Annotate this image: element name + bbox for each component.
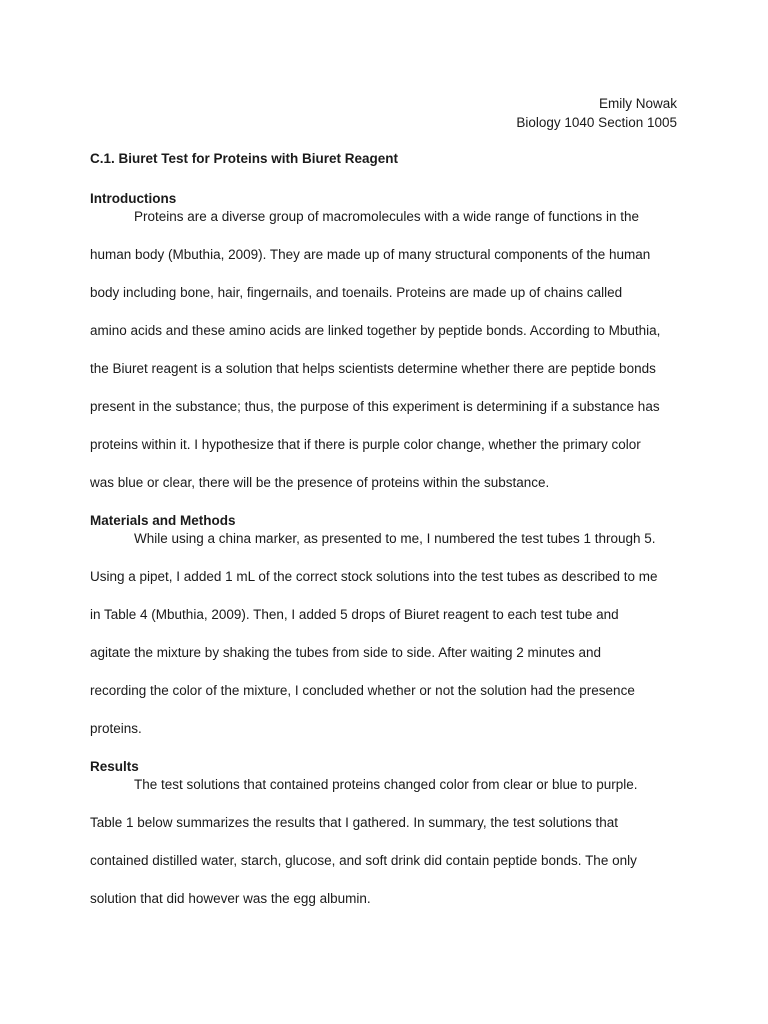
section-results <box>90 757 690 928</box>
section-body <box>90 766 690 918</box>
text-line: present in the substance; thus, the purpose of this experiment is determining if a substance has <box>90 399 660 414</box>
text-line: Table 1 below summarizes the results that I gathered. In summary, the test solutions that <box>90 815 619 830</box>
text-line: in Table 4 (Mbuthia, 2009). Then, I added 5 drops of Biuret reagent to each test tube and <box>90 607 619 622</box>
text-line: proteins within it. I hypothesize that if there is purple color change, whether the primary color <box>90 437 641 452</box>
section-body <box>90 198 690 502</box>
section-heading: Results <box>90 759 139 774</box>
section-heading: Materials and Methods <box>90 513 236 528</box>
section-materials-methods <box>90 511 690 758</box>
text-line: proteins. <box>90 721 142 736</box>
section-introductions <box>90 189 690 512</box>
text-line: recording the color of the mixture, I concluded whether or not the solution had the presence <box>90 683 635 698</box>
text-line: body including bone, hair, fingernails, and toenails. Proteins are made up of chains called <box>90 285 623 300</box>
text-line: agitate the mixture by shaking the tubes from side to side. After waiting 2 minutes and <box>90 645 602 660</box>
document-title: C.1. Biuret Test for Proteins with Biuret Reagent <box>90 151 399 166</box>
author-header <box>516 94 677 132</box>
text-line: human body (Mbuthia, 2009). They are made up of many structural components of the human <box>90 247 651 262</box>
text-line: the Biuret reagent is a solution that helps scientists determine whether there are peptide bonds <box>90 361 656 376</box>
text-line: solution that did however was the egg albumin. <box>90 891 371 906</box>
text-line: Using a pipet, I added 1 mL of the correct stock solutions into the test tubes as described to me <box>90 569 658 584</box>
author-name: Emily Nowak <box>598 96 677 111</box>
text-line: While using a china marker, as presented to me, I numbered the test tubes 1 through 5. <box>134 531 656 546</box>
course-info: Biology 1040 Section 1005 <box>516 115 677 130</box>
text-line: contained distilled water, starch, glucose, and soft drink did contain peptide bonds. The only <box>90 853 637 868</box>
section-body <box>90 520 690 748</box>
text-line: was blue or clear, there will be the presence of proteins within the substance. <box>90 475 550 490</box>
text-line: amino acids and these amino acids are linked together by peptide bonds. According to Mbuthia, <box>90 323 661 338</box>
section-heading: Introductions <box>90 191 177 206</box>
text-line: The test solutions that contained proteins changed color from clear or blue to purple. <box>134 777 638 792</box>
text-line: Proteins are a diverse group of macromolecules with a wide range of functions in the <box>134 209 640 224</box>
